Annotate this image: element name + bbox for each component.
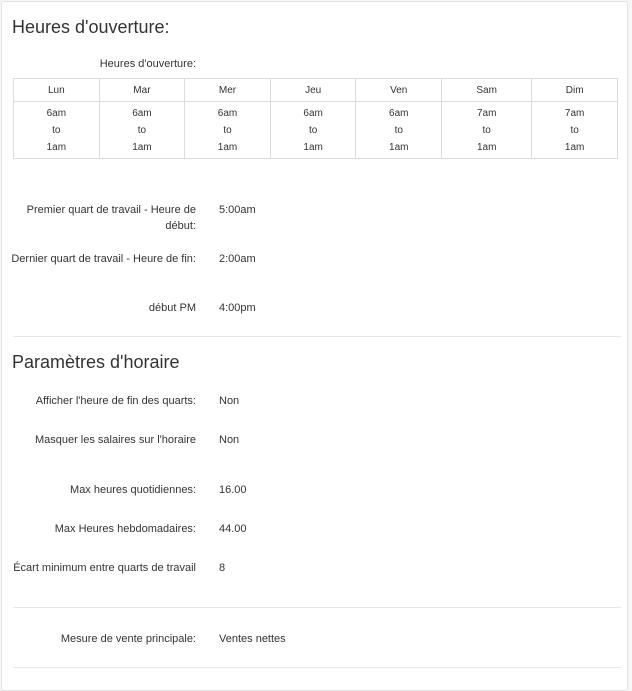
- open-time: 7am: [564, 107, 585, 119]
- open-time: 6am: [217, 107, 238, 119]
- close-time: 1am: [132, 141, 152, 153]
- max-weekly-hours-label: Max Heures hebdomadaires:: [54, 523, 196, 535]
- to-text: to: [394, 124, 403, 136]
- to-text: to: [137, 124, 147, 136]
- last-shift-end-label: Dernier quart de travail - Heure de fin:: [11, 253, 196, 265]
- first-shift-start-value: 5:00am: [219, 204, 256, 216]
- section-divider: [13, 667, 621, 668]
- day-header-mon: Lun: [14, 79, 100, 102]
- to-text: to: [308, 124, 318, 136]
- day-header-sat: Sam: [442, 79, 532, 102]
- close-time: 1am: [564, 141, 585, 153]
- opening-hours-heading: Heures d'ouverture:: [12, 17, 170, 37]
- open-time: 6am: [389, 107, 409, 119]
- schedule-settings-heading: Paramètres d'horaire: [12, 352, 180, 372]
- open-time: 7am: [476, 107, 497, 119]
- max-daily-hours-label: Max heures quotidiennes:: [70, 484, 196, 496]
- open-time: 6am: [46, 107, 67, 119]
- day-header-thu: Jeu: [270, 79, 356, 102]
- section-divider: [13, 336, 621, 337]
- min-shift-gap-label: Écart minimum entre quarts de travail: [13, 562, 196, 574]
- day-header-tue: Mar: [99, 79, 185, 102]
- last-shift-end-value: 2:00am: [219, 253, 256, 265]
- pm-start-value: 4:00pm: [219, 302, 256, 314]
- hours-cell-wed: [185, 102, 271, 159]
- show-shift-end-value: Non: [219, 395, 240, 407]
- close-time: 1am: [46, 141, 67, 153]
- hours-cell-mon: [14, 102, 100, 159]
- hours-cell-sun: [532, 102, 618, 159]
- hours-cell-tue: [99, 102, 185, 159]
- hours-cell-sat: [442, 102, 532, 159]
- section-divider: [13, 607, 621, 608]
- day-header-sun: Dim: [532, 79, 618, 102]
- day-header-row: [14, 79, 618, 102]
- open-time: 6am: [303, 107, 323, 119]
- day-header-wed: Mer: [185, 79, 271, 102]
- pm-start-label: début PM: [148, 302, 196, 314]
- max-daily-hours-value: 16.00: [219, 484, 247, 496]
- max-weekly-hours-value: 44.00: [219, 523, 247, 535]
- day-header-fri: Ven: [356, 79, 442, 102]
- to-text: to: [52, 124, 61, 136]
- close-time: 1am: [303, 141, 323, 153]
- first-shift-start-label: Premier quart de travail - Heure de début:: [26, 204, 196, 232]
- hide-wages-value: Non: [219, 434, 240, 446]
- close-time: 1am: [389, 141, 409, 153]
- to-text: to: [570, 124, 579, 136]
- min-shift-gap-value: 8: [219, 562, 226, 574]
- settings-panel: [1, 1, 628, 691]
- primary-sales-measure-label: Mesure de vente principale:: [60, 633, 196, 645]
- to-text: to: [223, 124, 232, 136]
- primary-sales-measure-value: Ventes nettes: [219, 633, 286, 645]
- opening-hours-caption: Heures d'ouverture:: [99, 58, 196, 70]
- hours-row: [14, 102, 618, 159]
- opening-hours-table: [13, 78, 618, 159]
- close-time: 1am: [217, 141, 238, 153]
- hours-cell-thu: [270, 102, 356, 159]
- close-time: 1am: [476, 141, 497, 153]
- open-time: 6am: [132, 107, 152, 119]
- show-shift-end-label: Afficher l'heure de fin des quarts:: [35, 395, 196, 407]
- to-text: to: [482, 124, 491, 136]
- hide-wages-label: Masquer les salaires sur l'horaire: [34, 434, 196, 446]
- hours-cell-fri: [356, 102, 442, 159]
